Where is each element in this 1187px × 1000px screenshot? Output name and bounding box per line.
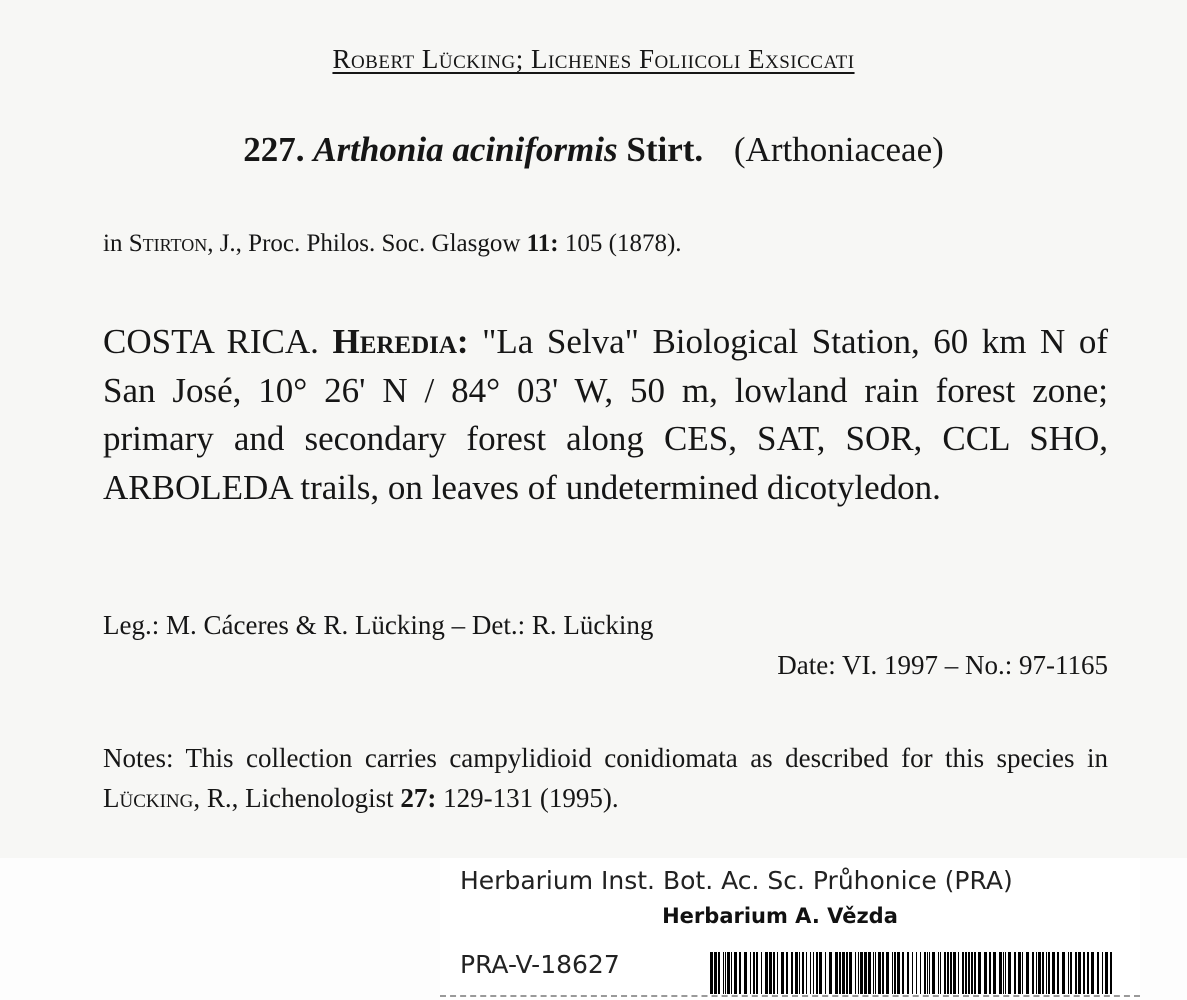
taxon-author: Stirt. [626, 130, 704, 169]
specimen-id: PRA-V-18627 [460, 950, 620, 979]
citation-volume: 11: [526, 230, 559, 257]
locality-description [103, 318, 1108, 512]
collection-date-number: Date: VI. 1997 – No.: 97-1165 [777, 650, 1108, 680]
notes-author: Lücking [103, 783, 194, 813]
notes [103, 738, 1108, 818]
notes-volume: 27: [400, 783, 437, 813]
locality-country: COSTA RICA. [103, 322, 319, 361]
notes-pages: 129-131 (1995). [443, 783, 619, 813]
barcode-icon [708, 952, 1118, 994]
citation-journal: , J., Proc. Philos. Soc. Glasgow [207, 230, 521, 257]
herbarium-barcode-label [440, 858, 1140, 1000]
citation-pages: 105 (1878). [564, 230, 682, 257]
notes-journal: , R., Lichenologist [193, 783, 394, 813]
cut-line [440, 995, 1140, 997]
citation-prefix: in [103, 230, 123, 257]
exsiccata-number: 227. [243, 130, 305, 169]
locality-text: "La Selva" Biological Station, 60 km N of San José, 10° 26' N / 84° 03' W, 50 m, lowland rain forest zone; primary and secondary forest along CES, SAT, SOR, CCL SHO, ARBOLEDA trails, on leaves of undetermined dicotyledon. [103, 322, 1109, 507]
citation-author: Stirton [128, 230, 208, 257]
taxon-heading [0, 130, 1187, 170]
protologue-citation [103, 230, 682, 258]
herbarium-collection: Herbarium A. Vězda [662, 904, 898, 928]
taxon-name: Arthonia aciniformis [313, 130, 618, 169]
collector-determiner: Leg.: M. Cáceres & R. Lücking – Det.: R. Lücking [103, 610, 654, 640]
taxon-family: (Arthoniaceae) [733, 130, 944, 169]
exsiccata-series-title: Robert Lücking; Lichenes Foliicoli Exsiccati [332, 44, 855, 74]
herbarium-institution: Herbarium Inst. Bot. Ac. Sc. Průhonice (PRA) [460, 866, 1013, 895]
locality-province: Heredia: [332, 322, 469, 361]
notes-text: Notes: This collection carries campylidioid conidiomata as described for this species in [103, 743, 1108, 773]
